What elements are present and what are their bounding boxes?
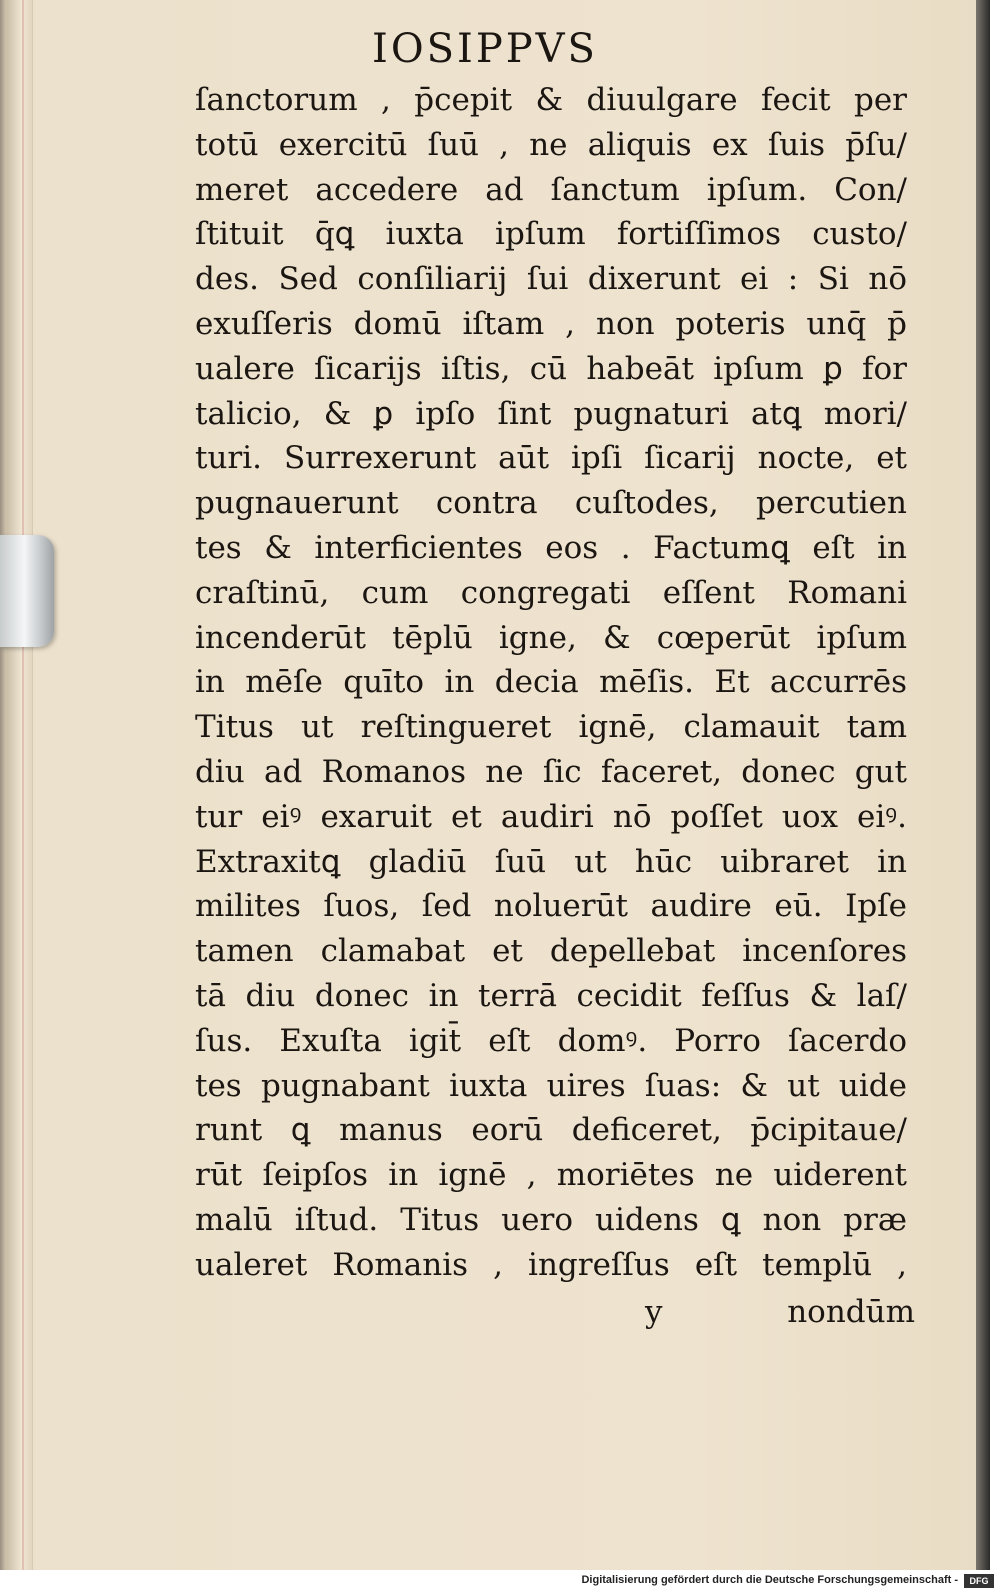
text-line: ſus. Exuſta igit̄ eſt domꝰ. Porro ſacerdo [195,1022,907,1059]
text-line: turi. Surrexerunt aūt ipſi ſicarij nocte, et [195,440,907,477]
text-line: tes pugnabant iuxta uires ſuas: & ut uide [195,1067,907,1104]
catch-line [645,1288,915,1336]
text-line: tā diu donec in terrā cecidit feſſus & laſ/ [195,977,907,1014]
page-edge-line [22,0,24,1570]
footer-credit: Digitalisierung gefördert durch die Deutsche Forschungsgemeinschaft - [581,1574,958,1586]
text-lines [195,78,915,1288]
text-line: des. Sed conſiliarij ſui dixerunt ei : Si nō [195,261,907,298]
running-head: IOSIPPVS [372,26,598,72]
text-line: in mēſe quīto in decia mēſis. Et accurrēs [195,664,907,701]
text-line: tamen clamabat et depellebat incenſores [195,933,907,970]
text-block [195,20,915,1336]
dfg-logo: DFG [964,1574,994,1588]
text-line: exuſſeris domū iſtam , non poteris unq̄ p̄ [195,305,907,342]
text-line: Titus ut reſtingueret ignē, clamauit tam [195,709,907,746]
text-line: ualeret Romanis , ingreſſus eſt templū , [195,1246,907,1283]
text-line: talicio, & ꝑ ipſo ſint pugnaturi atꝗ mori/ [195,395,907,432]
book-right-edge [976,0,990,1570]
footer-bar [0,1570,1000,1595]
page-clip [0,535,54,647]
text-line: malū iſtud. Titus uero uidens ꝗ non præ [195,1201,907,1238]
text-line: Extraxitꝗ gladiū ſuū ut hūc uibraret in [195,843,907,880]
text-line: incenderūt tēplū igne, & cœperūt ipſum [195,619,907,656]
text-line: milites ſuos, ſed noluerūt audire eū. Ipſe [195,888,907,925]
text-line: craſtinū, cum congregati eſſent Romani [195,574,907,611]
text-line: diu ad Romanos ne ſic faceret, donec gut [195,753,907,790]
text-line: runt ꝗ manus eorū deficeret, p̄cipitaue/ [195,1112,907,1149]
text-line: totū exercitū ſuū , ne aliquis ex ſuis p̄ſu/ [195,126,907,163]
text-line: ſtituit q̄ꝗ iuxta ipſum fortiſſimos custo/ [195,216,907,253]
text-line: ſanctorum , p̄cepit & diuulgare fecit per [195,82,907,118]
text-line: rūt ſeipſos in ignē , moriētes ne uiderent [195,1157,907,1194]
signature-mark: y [645,1293,663,1330]
text-line: tur eiꝰ exaruit et audiri nō poſſet uox eiꝰ. [195,798,907,835]
catchword: nondūm [787,1293,915,1330]
text-line: tes & interficientes eos . Factumꝗ eſt in [195,529,907,566]
text-line: pugnauerunt contra cuſtodes, percutien [195,485,907,522]
text-line: meret accedere ad ſanctum ipſum. Con/ [195,171,907,208]
page-gutter [6,0,33,1570]
text-line: ualere ſicarijs iſtis, cū habeāt ipſum ꝑ for [195,350,907,387]
